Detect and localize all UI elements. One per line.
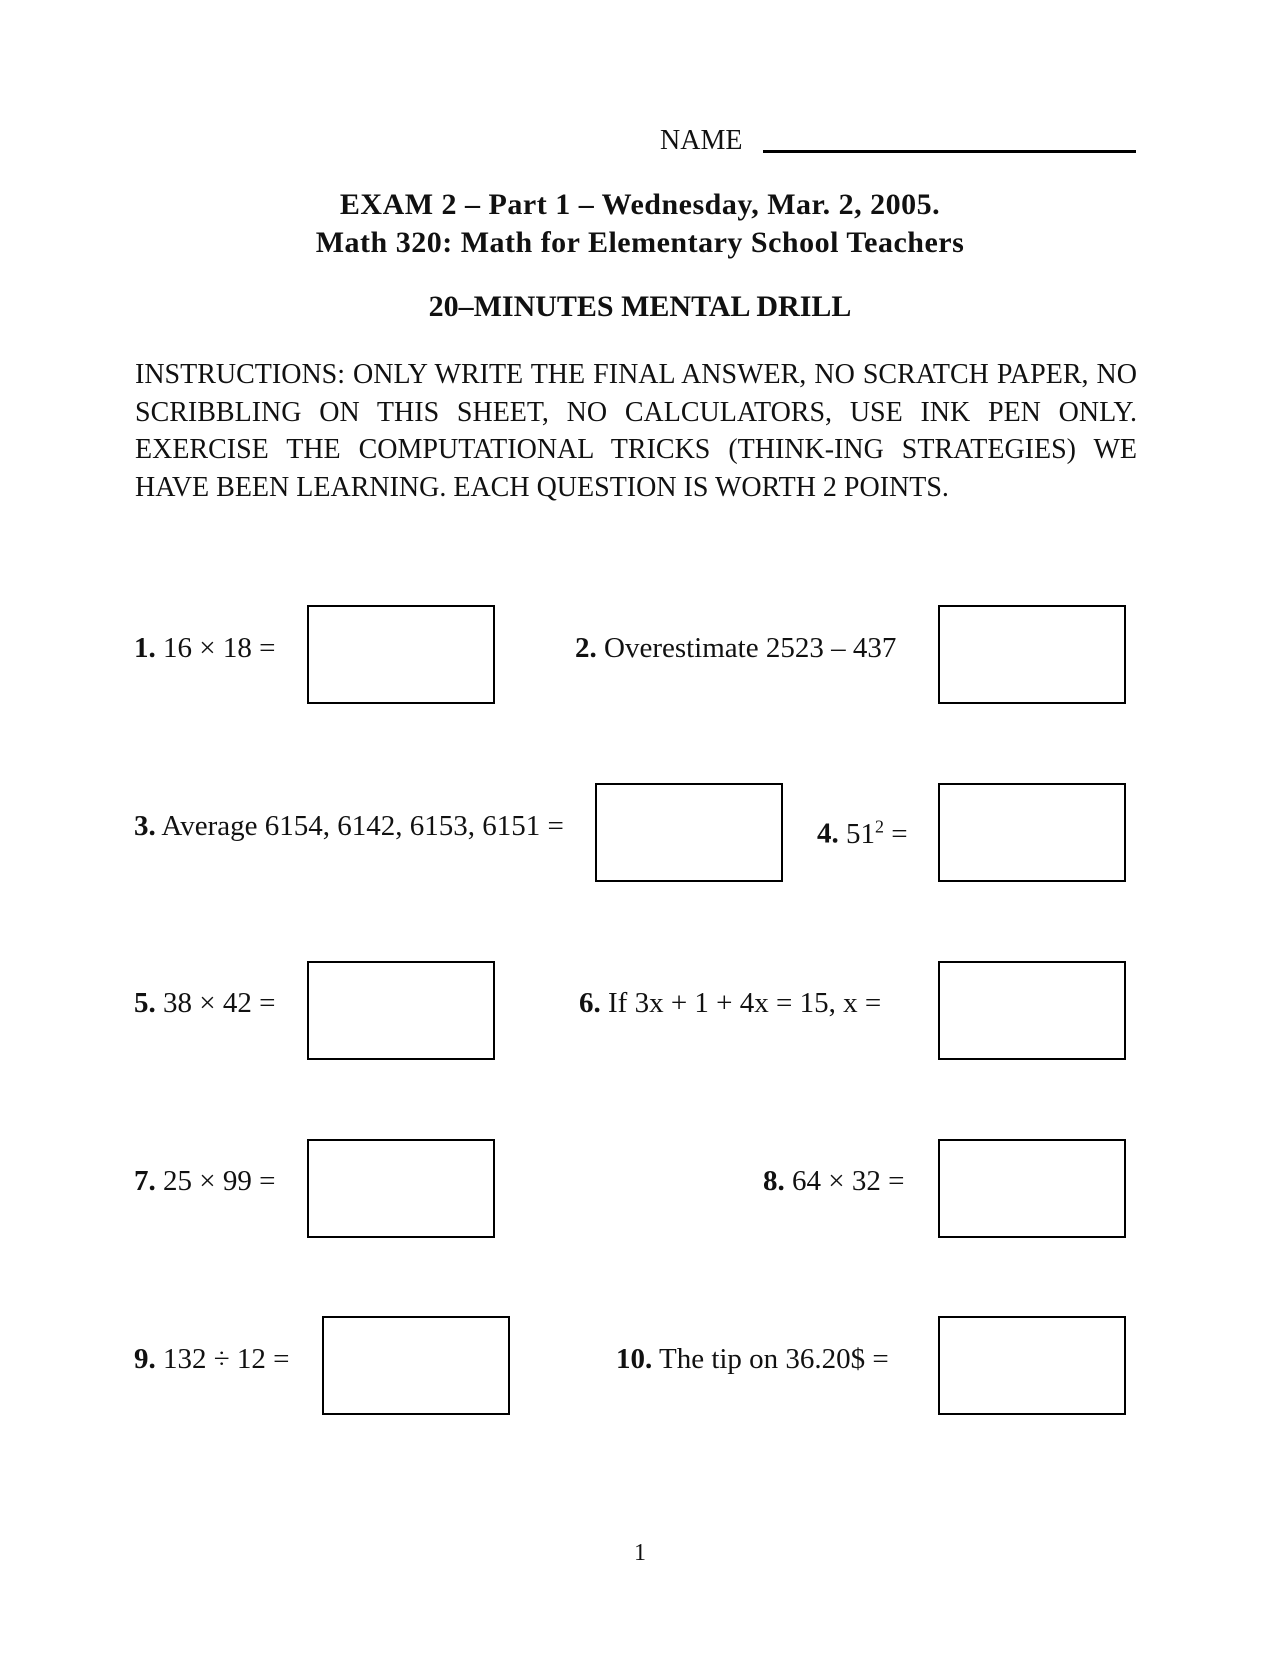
page-number: 1	[634, 1540, 646, 1566]
question-text: 38 × 42 =	[163, 987, 276, 1019]
question-text: 25 × 99 =	[163, 1165, 276, 1197]
question-7	[134, 1163, 275, 1199]
question-text: Average 6154, 6142, 6153, 6151 =	[161, 810, 564, 842]
question-exponent: 2	[875, 816, 884, 836]
question-text: 16 × 18 =	[163, 632, 276, 664]
question-number: 6.	[579, 987, 601, 1019]
name-field[interactable]	[763, 150, 1136, 153]
answer-box-5[interactable]	[307, 961, 495, 1060]
answer-box-10[interactable]	[938, 1316, 1126, 1415]
answer-box-2[interactable]	[938, 605, 1126, 704]
answer-box-8[interactable]	[938, 1139, 1126, 1238]
question-text: 132 ÷ 12 =	[163, 1343, 290, 1375]
question-number: 2.	[575, 632, 597, 664]
question-4	[817, 808, 908, 852]
question-text: 64 × 32 =	[792, 1165, 905, 1197]
question-number: 8.	[763, 1165, 785, 1197]
question-2	[575, 630, 896, 666]
question-text: Overestimate 2523 – 437	[604, 632, 897, 664]
exam-title: EXAM 2 – Part 1 – Wednesday, Mar. 2, 2005.	[339, 188, 941, 221]
question-tail: =	[884, 817, 908, 850]
answer-box-6[interactable]	[938, 961, 1126, 1060]
drill-title: 20–MINUTES MENTAL DRILL	[428, 290, 852, 323]
question-number: 1.	[134, 632, 156, 664]
instructions: INSTRUCTIONS: ONLY WRITE THE FINAL ANSWER, NO SCRATCH PAPER, NO SCRIBBLING ON THIS SHEET, NO CALCULATORS, USE INK PEN ONLY. EXERCISE THE COMPUTATIONAL TRICKS (THINK-ING STRATEGIES) WE HAVE BEEN LEARNING. EACH QUESTION IS WORTH 2 POINTS.	[135, 359, 1137, 503]
course-title: Math 320: Math for Elementary School Teachers	[315, 226, 965, 259]
question-1	[134, 630, 275, 666]
question-base: 51	[846, 817, 875, 850]
answer-box-3[interactable]	[595, 783, 783, 882]
question-3	[134, 808, 564, 844]
question-number: 10.	[616, 1343, 653, 1375]
question-8	[763, 1163, 904, 1199]
answer-box-7[interactable]	[307, 1139, 495, 1238]
question-9	[134, 1341, 290, 1377]
question-number: 3.	[134, 810, 156, 842]
question-text	[846, 818, 908, 850]
question-number: 4.	[817, 817, 839, 850]
question-10	[616, 1341, 889, 1377]
question-text: If 3x + 1 + 4x = 15, x =	[608, 987, 882, 1019]
answer-box-9[interactable]	[322, 1316, 510, 1415]
question-number: 7.	[134, 1165, 156, 1197]
name-label: NAME	[660, 125, 743, 156]
question-text: The tip on 36.20$ =	[658, 1343, 889, 1375]
question-number: 9.	[134, 1343, 156, 1375]
question-number: 5.	[134, 987, 156, 1019]
answer-box-4[interactable]	[938, 783, 1126, 882]
question-5	[134, 985, 275, 1021]
question-6	[579, 985, 881, 1021]
answer-box-1[interactable]	[307, 605, 495, 704]
